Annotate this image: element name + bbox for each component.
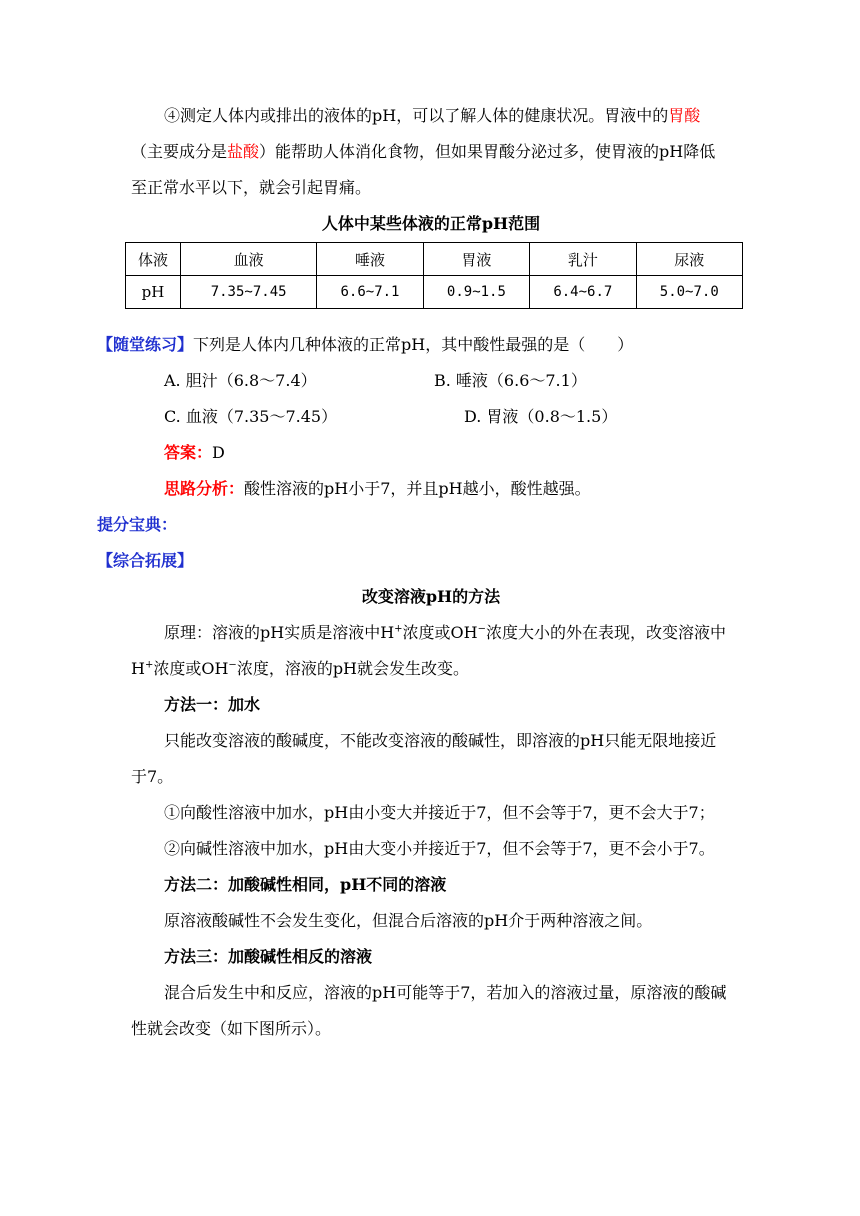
page-content <box>97 98 731 1047</box>
table-cell: 5.0~7.0 <box>636 276 742 309</box>
table-row <box>126 276 743 309</box>
method-3-title: 方法三：加酸碱性相反的溶液 <box>164 947 373 966</box>
principle-text-2: 浓度或OH <box>402 623 478 642</box>
analysis-line <box>131 471 731 507</box>
extension-label: 【综合拓展】 <box>97 551 194 570</box>
method-title: 改变溶液pH的方法 <box>361 587 501 606</box>
practice-question <box>97 327 731 363</box>
principle-text-3: 浓度大小的外在表现，改变溶液中H <box>131 623 727 678</box>
analysis-text: 酸性溶液的pH小于7，并且pH越小，酸性越强。 <box>244 479 591 498</box>
table-cell: 7.35~7.45 <box>181 276 317 309</box>
method-2-text: 原溶液酸碱性不会发生变化，但混合后溶液的pH介于两种溶液之间。 <box>164 911 653 930</box>
method-1-item-2: ②向碱性溶液中加水，pH由大变小并接近于7，但不会等于7，更不会小于7。 <box>164 839 715 858</box>
answer-label: 答案： <box>164 443 213 462</box>
table-cell: pH <box>126 276 181 309</box>
table-title: 人体中某些体液的正常pH范围 <box>321 214 541 233</box>
ph-range-table <box>125 242 743 309</box>
analysis-label: 思路分析： <box>164 479 245 498</box>
method-2-title: 方法二：加酸碱性相同，pH不同的溶液 <box>164 875 447 894</box>
option-a: A. 胆汁（6.8～7.4） <box>164 371 317 390</box>
intro-text-1: ④测定人体内或排出的液体的pH，可以了解人体的健康状况。胃液中的 <box>164 106 669 125</box>
table-cell: 胃液 <box>423 243 529 276</box>
method-1-text: 只能改变溶液的酸碱度，不能改变溶液的酸碱性，即溶液的pH只能无限地接近于7。 <box>131 731 717 786</box>
intro-paragraph <box>131 98 731 206</box>
table-cell: 尿液 <box>636 243 742 276</box>
options-row-2 <box>131 399 731 435</box>
method-1-item-1: ①向酸性溶液中加水，pH由小变大并接近于7，但不会等于7，更不会大于7； <box>164 803 715 822</box>
table-cell: 6.6~7.1 <box>317 276 423 309</box>
option-d: D. 胃液（0.8～1.5） <box>464 407 618 426</box>
table-cell: 唾液 <box>317 243 423 276</box>
intro-highlight-hydrochloric-acid: 盐酸 <box>227 142 260 161</box>
table-cell: 6.4~6.7 <box>530 276 636 309</box>
table-cell: 乳汁 <box>530 243 636 276</box>
answer-line <box>131 435 731 471</box>
superscript-minus: − <box>477 623 487 635</box>
method-1-title: 方法一：加水 <box>164 695 261 714</box>
table-header-row <box>126 243 743 276</box>
practice-question-text: 下列是人体内几种体液的正常pH，其中酸性最强的是（ ） <box>193 335 634 354</box>
principle-paragraph <box>131 615 731 687</box>
intro-text-2: （主要成分是 <box>131 142 228 161</box>
superscript-plus: + <box>394 623 403 635</box>
practice-label: 【随堂练习】 <box>97 335 194 354</box>
intro-text-3: ）能帮助人体消化食物，但如果胃酸分泌过多，使胃液的pH降低至正常水平以下，就会引起胃痛。 <box>131 142 716 197</box>
options-row-1 <box>131 363 731 399</box>
superscript-minus: − <box>228 659 237 671</box>
option-b: B. 唾液（6.6～7.1） <box>434 371 587 390</box>
superscript-plus: + <box>144 659 154 671</box>
table-cell: 0.9~1.5 <box>423 276 529 309</box>
option-c: C. 血液（7.35～7.45） <box>164 407 338 426</box>
answer-value: D <box>212 443 225 462</box>
tips-label: 提分宝典： <box>97 515 178 534</box>
intro-highlight-stomach-acid: 胃酸 <box>668 106 701 125</box>
table-cell: 体液 <box>126 243 181 276</box>
principle-text-5: 浓度，溶液的pH就会发生改变。 <box>236 659 470 678</box>
method-3-text: 混合后发生中和反应，溶液的pH可能等于7，若加入的溶液过量，原溶液的酸碱性就会改变（如下图所示）。 <box>131 983 727 1038</box>
table-cell: 血液 <box>181 243 317 276</box>
principle-text-1: 原理：溶液的pH实质是溶液中H <box>164 623 395 642</box>
principle-text-4: 浓度或OH <box>153 659 229 678</box>
